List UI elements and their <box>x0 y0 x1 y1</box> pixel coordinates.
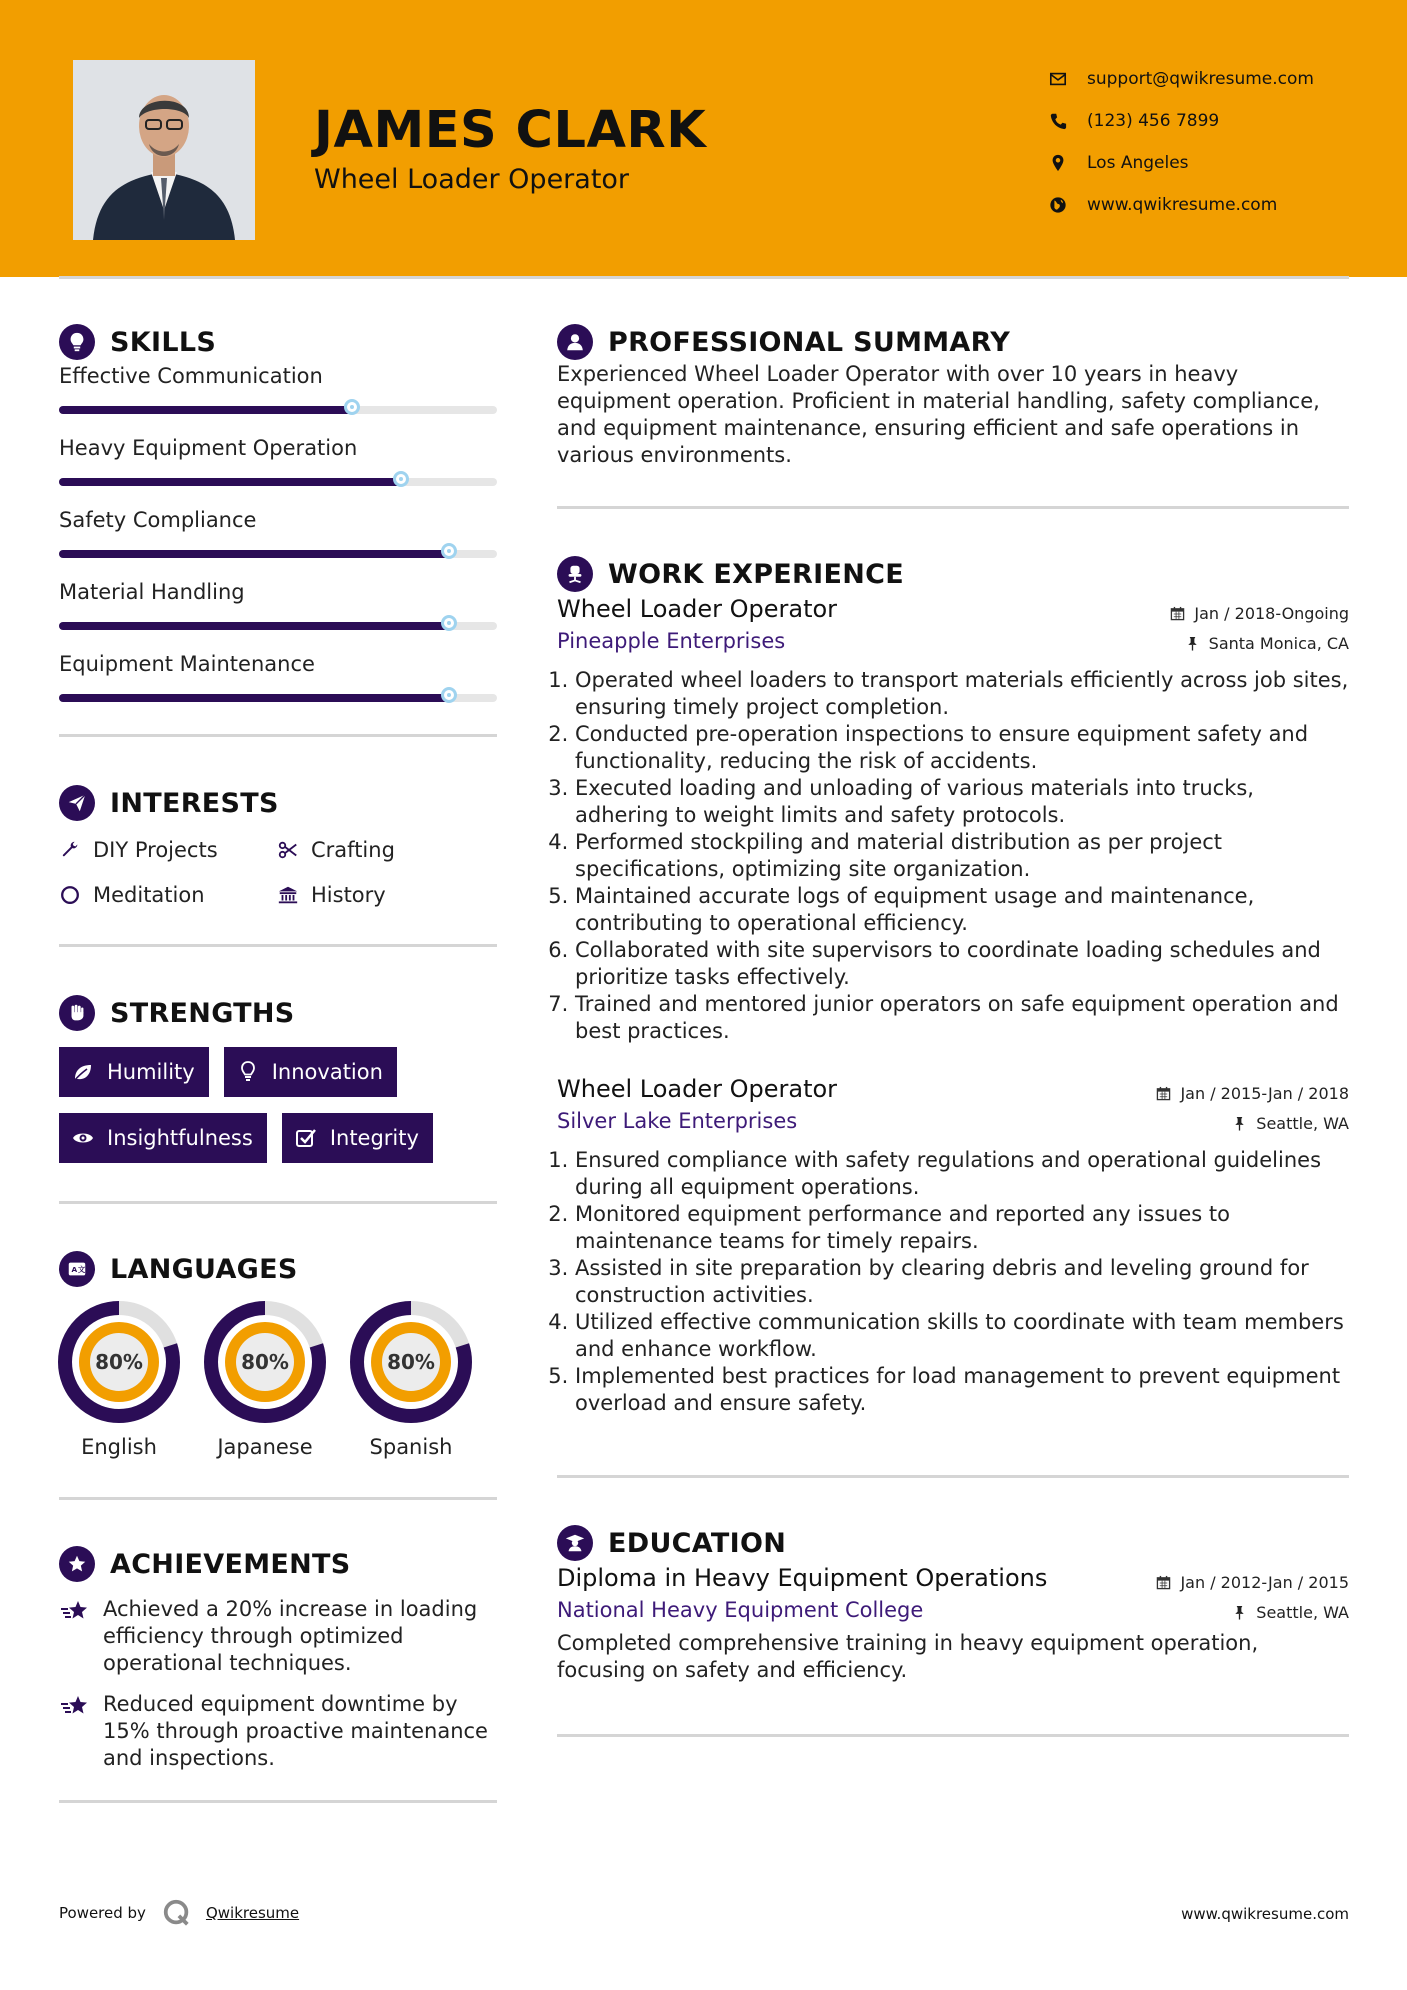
job-company: Silver Lake Enterprises <box>557 1109 798 1133</box>
qwikresume-link[interactable]: Qwikresume <box>205 1904 300 1922</box>
user-icon <box>557 324 593 360</box>
duty-item: 3. Assisted in site preparation by clearing debris and leveling ground for construction activities. <box>575 1255 1349 1309</box>
calendar-icon <box>1156 1086 1171 1101</box>
skill-knob <box>393 471 409 487</box>
skill-item <box>59 434 497 486</box>
svg-text:A: A <box>71 1264 78 1274</box>
scissors-icon <box>277 839 299 861</box>
skills-list <box>59 362 497 702</box>
summary-title: PROFESSIONAL SUMMARY <box>608 326 1011 358</box>
lightbulb-icon <box>236 1060 260 1084</box>
language-name: English <box>81 1435 157 1459</box>
job-dates-text: Jan / 2015-Jan / 2018 <box>1180 1084 1349 1103</box>
duty-item: 1. Ensured compliance with safety regulations and operational guidelines during all equipment operations. <box>575 1147 1349 1201</box>
interest-item <box>59 880 277 909</box>
language-percent: 80% <box>387 1350 435 1374</box>
achievement-item <box>59 1691 497 1772</box>
skill-fill <box>59 622 449 630</box>
language-item <box>351 1301 471 1459</box>
skill-fill <box>59 550 449 558</box>
skill-name: Safety Compliance <box>59 508 257 532</box>
section-divider <box>59 1800 497 1803</box>
map-pin-icon <box>1049 154 1067 172</box>
job-header <box>557 595 1349 623</box>
section-divider <box>59 944 497 947</box>
phone-icon <box>1049 112 1067 130</box>
strength-label: Integrity <box>329 1126 419 1150</box>
job-company: Pineapple Enterprises <box>557 629 786 653</box>
leaf-icon <box>71 1060 95 1084</box>
eye-icon <box>71 1126 95 1150</box>
experience-heading <box>557 552 1349 596</box>
pushpin-icon <box>1232 1605 1247 1620</box>
contact-website-text: www.qwikresume.com <box>1087 195 1278 215</box>
job-header <box>557 1075 1349 1103</box>
language-percent: 80% <box>95 1350 143 1374</box>
languages-heading <box>59 1247 497 1291</box>
job-dates <box>1156 1084 1349 1103</box>
svg-text:文: 文 <box>77 1264 86 1274</box>
language-item <box>205 1301 325 1459</box>
job-location <box>1185 634 1349 653</box>
section-divider <box>59 1497 497 1500</box>
interest-label: Meditation <box>93 882 205 907</box>
footer-website[interactable]: www.qwikresume.com <box>1181 1905 1349 1923</box>
contact-email[interactable] <box>1049 58 1314 100</box>
powered-by-label: Powered by <box>59 1904 146 1922</box>
skill-bar <box>59 478 497 486</box>
education-degree: Diploma in Heavy Equipment Operations <box>557 1564 1048 1592</box>
contact-email-text: support@qwikresume.com <box>1087 69 1314 89</box>
duty-item: 2. Conducted pre-operation inspections to ensure equipment safety and functionality, reducing the risk of accidents. <box>575 721 1349 775</box>
skill-name: Effective Communication <box>59 364 323 388</box>
education-subheader <box>557 1598 1349 1622</box>
language-gauge <box>58 1301 180 1423</box>
job-subheader <box>557 629 1349 653</box>
strength-tag <box>59 1113 267 1163</box>
interest-item <box>277 835 497 864</box>
skill-knob <box>441 687 457 703</box>
strengths-title: STRENGTHS <box>110 997 295 1029</box>
education-school: National Heavy Equipment College <box>557 1598 924 1622</box>
job-location-text: Santa Monica, CA <box>1208 634 1349 653</box>
job-role: Wheel Loader Operator <box>557 1075 838 1103</box>
skill-name: Equipment Maintenance <box>59 652 315 676</box>
education-dates-text: Jan / 2012-Jan / 2015 <box>1180 1573 1349 1592</box>
contact-website[interactable] <box>1049 184 1314 226</box>
duty-item: 4. Performed stockpiling and material distribution as per project specifications, optimizing site organization. <box>575 829 1349 883</box>
skill-bar <box>59 406 497 414</box>
skill-item <box>59 362 497 414</box>
skill-bar <box>59 550 497 558</box>
skills-title: SKILLS <box>110 326 217 358</box>
contact-list <box>1049 58 1314 226</box>
job-entry <box>557 1075 1349 1417</box>
interests-list <box>59 835 497 909</box>
duty-item: 5. Maintained accurate logs of equipment usage and maintenance, contributing to operational efficiency. <box>575 883 1349 937</box>
summary-heading <box>557 320 1349 364</box>
skill-fill <box>59 406 352 414</box>
strength-label: Humility <box>107 1060 195 1084</box>
skill-knob <box>441 543 457 559</box>
calendar-icon <box>1156 1575 1171 1590</box>
interest-item <box>59 835 277 864</box>
duty-item: 3. Executed loading and unloading of various materials into trucks, adhering to weight limits and safety protocols. <box>575 775 1349 829</box>
education-heading <box>557 1521 1349 1565</box>
contact-location-text: Los Angeles <box>1087 153 1189 173</box>
achievements-title: ACHIEVEMENTS <box>110 1548 351 1580</box>
languages-list <box>59 1301 497 1459</box>
interest-label: History <box>311 882 386 907</box>
education-header <box>557 1564 1349 1592</box>
duty-item: 7. Trained and mentored junior operators on safe equipment operation and best practices. <box>575 991 1349 1045</box>
globe-icon <box>1049 196 1067 214</box>
checkbox-icon <box>294 1126 318 1150</box>
interest-label: Crafting <box>311 837 395 862</box>
left-column <box>59 320 497 1803</box>
interests-title: INTERESTS <box>110 787 279 819</box>
interest-label: DIY Projects <box>93 837 218 862</box>
languages-title: LANGUAGES <box>110 1253 298 1285</box>
language-item <box>59 1301 179 1459</box>
contact-location <box>1049 142 1314 184</box>
bank-icon <box>277 884 299 906</box>
job-role: Wheel Loader Operator <box>557 595 838 623</box>
contact-phone-text: (123) 456 7899 <box>1087 111 1220 131</box>
skill-item <box>59 578 497 630</box>
pushpin-icon <box>1232 1116 1247 1131</box>
language-name: Japanese <box>217 1435 313 1459</box>
star-badge-icon <box>59 1546 95 1582</box>
education-location <box>1232 1603 1349 1622</box>
skill-fill <box>59 694 449 702</box>
experience-title: WORK EXPERIENCE <box>608 558 904 590</box>
education-description: Completed comprehensive training in heavy equipment operation, focusing on safety and efficiency. <box>557 1631 1259 1682</box>
strength-label: Innovation <box>271 1060 383 1084</box>
language-icon <box>59 1251 95 1287</box>
interest-item <box>277 880 497 909</box>
skill-bar <box>59 694 497 702</box>
job-duties <box>557 667 1349 1045</box>
section-divider <box>557 506 1349 509</box>
skill-knob <box>344 399 360 415</box>
achievement-item <box>59 1596 497 1677</box>
duty-item: 6. Collaborated with site supervisors to coordinate loading schedules and prioritize tasks effectively. <box>575 937 1349 991</box>
circle-icon <box>59 884 81 906</box>
section-divider <box>59 734 497 737</box>
education-location-text: Seattle, WA <box>1256 1603 1349 1622</box>
section-divider <box>557 1475 1349 1478</box>
profile-photo <box>73 60 255 240</box>
achievement-text: Achieved a 20% increase in loading efficiency through optimized operational techniques. <box>103 1597 478 1675</box>
achievement-text: Reduced equipment downtime by 15% through proactive maintenance and inspections. <box>103 1692 488 1770</box>
raised-fist-icon <box>59 995 95 1031</box>
envelope-icon <box>1049 70 1067 88</box>
qwikresume-logo-icon <box>162 1898 192 1928</box>
achievements-heading <box>59 1542 497 1586</box>
job-subheader <box>557 1109 1349 1133</box>
skill-item <box>59 506 497 558</box>
graduate-icon <box>557 1525 593 1561</box>
header-divider <box>59 276 1349 279</box>
job-location <box>1232 1114 1349 1133</box>
education-entry <box>557 1564 1349 1684</box>
job-dates-text: Jan / 2018-Ongoing <box>1194 604 1349 623</box>
paper-plane-icon <box>59 785 95 821</box>
office-chair-icon <box>557 556 593 592</box>
duty-item: 1. Operated wheel loaders to transport materials efficiently across job sites, ensuring timely project completion. <box>575 667 1349 721</box>
education-title: EDUCATION <box>608 1527 787 1559</box>
language-percent: 80% <box>241 1350 289 1374</box>
achievements-list <box>59 1596 497 1772</box>
resume-header <box>0 0 1407 277</box>
duty-item: 5. Implemented best practices for load management to prevent equipment overload and ensure safety. <box>575 1363 1349 1417</box>
skill-item <box>59 650 497 702</box>
skill-knob <box>441 615 457 631</box>
language-name: Spanish <box>369 1435 453 1459</box>
strength-tag <box>224 1047 397 1097</box>
skill-name: Material Handling <box>59 580 245 604</box>
strengths-list <box>59 1047 497 1163</box>
right-column <box>557 320 1349 1737</box>
footer-powered-by <box>59 1898 299 1928</box>
strength-tag <box>59 1047 209 1097</box>
strengths-heading <box>59 991 497 1035</box>
language-gauge <box>350 1301 472 1423</box>
duty-item: 4. Utilized effective communication skills to coordinate with team members and enhance workflow. <box>575 1309 1349 1363</box>
calendar-icon <box>1170 606 1185 621</box>
candidate-name: JAMES CLARK <box>314 101 707 160</box>
skill-fill <box>59 478 401 486</box>
interests-heading <box>59 781 497 825</box>
summary-text: Experienced Wheel Loader Operator with over 10 years in heavy equipment operation. Proficient in material handling, safety compliance, and equipment maintenance, ensuring efficient and safe operations in various environments. <box>557 362 1320 467</box>
shooting-star-icon <box>59 1598 91 1626</box>
section-divider <box>557 1734 1349 1737</box>
pushpin-icon <box>1185 636 1200 651</box>
job-entry <box>557 595 1349 1045</box>
job-duties <box>557 1147 1349 1417</box>
wrench-icon <box>59 839 81 861</box>
skills-heading <box>59 320 497 364</box>
section-divider <box>59 1201 497 1204</box>
language-gauge <box>204 1301 326 1423</box>
job-location-text: Seattle, WA <box>1256 1114 1349 1133</box>
shooting-star-icon <box>59 1693 91 1721</box>
job-dates <box>1170 604 1349 623</box>
profile-photo-image <box>73 60 255 240</box>
skill-name: Heavy Equipment Operation <box>59 436 358 460</box>
contact-phone[interactable] <box>1049 100 1314 142</box>
candidate-title: Wheel Loader Operator <box>314 164 630 195</box>
skill-bar <box>59 622 497 630</box>
lightbulb-icon <box>59 324 95 360</box>
duty-item: 2. Monitored equipment performance and reported any issues to maintenance teams for timely repairs. <box>575 1201 1349 1255</box>
strength-tag <box>282 1113 433 1163</box>
education-dates <box>1156 1573 1349 1592</box>
strength-label: Insightfulness <box>107 1126 253 1150</box>
